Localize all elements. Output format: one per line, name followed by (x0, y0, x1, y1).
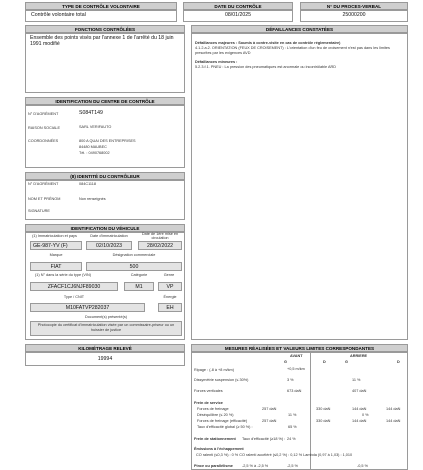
controleur-signature-label: SIGNATURE (28, 209, 50, 213)
controleur-nom-label: NOM ET PRÉNOM (28, 197, 61, 201)
frein-dissym-arriere: 0 % (362, 413, 369, 417)
vehicule-type-label: Type / CNIT (63, 295, 85, 299)
controleur-nom-value: Non renseignés (79, 197, 106, 201)
centre-coord-line2: 84480 MAUBEC (79, 145, 107, 149)
forces-verticales-arriere: 407 daN (352, 389, 367, 393)
centre-coord-line1: 800 A QUAI DES ENTREPRISES (79, 139, 136, 143)
parallelisme-avant: -2,5 % à -2,5 % (242, 464, 269, 468)
defaillances-mineures-text: 5.2.3.f.1. PNEU : La pression des pneumatiques est anormale ou incontrôlable ARD (195, 65, 336, 70)
defaillances-majeures-text: 4.1.2.a.2. ORIENTATION (FEUX DE CROISEMENT) : L'orientation d'un feu de croisement n'est pas dans les limites prescrites par les exigences AVD (195, 46, 390, 55)
kilometrage-header: KILOMÉTRAGE RELEVÉ (25, 344, 185, 352)
parallelisme-mid: -2,5 % (287, 464, 298, 468)
frein-taux-value: 65 % (288, 425, 297, 429)
vehicule-marque-value: FIAT (30, 262, 82, 271)
emissions-text: CO ralenti (≤0,3 %) : 0 % CO ralenti accéléré (≤0,2 %) : 0,12 % Lambda (0,97 à 1,03) : 1,010 (196, 453, 353, 457)
pv-number-value: 25000200 (300, 10, 408, 22)
frein-eff-av-g: 257 daN (262, 419, 277, 423)
vehicule-vin-value: ZFACF1CJ6NJF89030 (30, 282, 118, 291)
vehicule-vin-label: (1) N° dans la série du type (VIN) (35, 273, 91, 277)
centre-agrement-value: S084T149 (79, 110, 103, 116)
vehicule-categorie-value: M1 (124, 282, 154, 291)
frein-eff-ar-g: 144 daN (352, 419, 367, 423)
vehicule-date-immat-label: Date d'immatriculation (90, 234, 128, 238)
vehicule-energie-value: EH (158, 303, 182, 312)
vehicule-marque-label: Marque (49, 253, 63, 257)
type-controle-value: Contrôle volontaire total (25, 10, 177, 22)
frein-forces-av-d: 330 daN (316, 407, 331, 411)
frein-service-title: Frein de service (194, 401, 223, 405)
centre-header: IDENTIFICATION DU CENTRE DE CONTRÔLE (25, 97, 185, 105)
frein-eff-ar-d: 144 daN (386, 419, 401, 423)
controleur-agrement-label: N° D'AGRÉMENT (28, 182, 59, 186)
controleur-header: (8) IDENTITÉ DU CONTRÔLEUR (25, 172, 185, 180)
dissymetrie-label: Dissymétrie suspension (≤ 30%) (194, 378, 249, 382)
frein-forces-av-g: 257 daN (262, 407, 277, 411)
vehicule-date-immat-value: 02/10/2023 (86, 241, 132, 250)
vehicule-energie-label: Énergie (163, 295, 177, 299)
parallelisme-arriere: -0,5 % (357, 464, 368, 468)
mesures-header: MESURES RÉALISÉES ET VALEURS LIMITES CORRESPONDANTES (191, 344, 408, 352)
ripage-value: +0,5 m/km (287, 367, 305, 371)
vehicule-categorie-label: Catégorie (130, 273, 148, 277)
emissions-title: Émissions à l'échappement (194, 447, 244, 451)
defaillances-header: DÉFAILLANCES CONSTATÉES (191, 25, 408, 33)
dissymetrie-avant: 3 % (287, 378, 294, 382)
mesures-arriere-g: G (345, 360, 348, 364)
mesures-arriere-d: D (397, 360, 400, 364)
mesures-avant-g: G (284, 360, 287, 364)
frein-taux-label: Taux d'efficacité global (≥ 50 %) : (197, 425, 253, 429)
kilometrage-value: 19994 (25, 352, 185, 366)
stationnement-label: Frein de stationnement (194, 437, 236, 441)
stationnement-text: Taux d'efficacité (≥18 %) : (242, 437, 286, 441)
centre-coord-line3: Tél. : 0490768002 (79, 151, 110, 155)
forces-verticales-avant: 673 daN (287, 389, 302, 393)
mesures-avant-d: D (323, 360, 326, 364)
vehicule-immat-value: GE-987-YV (F) (30, 241, 82, 250)
frein-dissym-avant: 11 % (288, 413, 297, 417)
vehicule-immat-label: (1) Immatriculation et pays (32, 234, 77, 238)
frein-eff-label: Forces de freinage (efficacité) (197, 419, 248, 423)
mesures-avant-label: AVANT (290, 354, 303, 358)
date-controle-header: DATE DU CONTRÔLE (183, 2, 293, 10)
type-controle-header: TYPE DE CONTRÔLE VOLONTAIRE (25, 2, 177, 10)
controleur-agrement-value: 084C1118 (79, 182, 96, 186)
vehicule-documents-label: Document(s) présenté(s) (85, 315, 127, 319)
frein-forces-ar-g: 144 daN (352, 407, 367, 411)
stationnement-value: 24 % (287, 437, 296, 441)
date-controle-value: 08/01/2025 (183, 10, 293, 22)
vehicule-genre-value: VP (158, 282, 182, 291)
vehicule-date-circ-value: 28/02/2022 (138, 241, 182, 250)
vehicule-box (25, 232, 185, 340)
vehicule-genre-label: Genre (163, 273, 175, 277)
fonctions-header: FONCTIONS CONTRÔLÉES (25, 25, 185, 33)
frein-dissym-label: Déséquilibre (≤ 20 %) (197, 413, 234, 417)
vehicule-header: IDENTIFICATION DU VÉHICULE (25, 224, 185, 232)
centre-agrement-label: N° D'AGRÉMENT (28, 112, 59, 116)
centre-raison-value: SARL VERIFAUTO (79, 125, 112, 129)
mesures-arriere-label: ARRIERE (350, 354, 368, 358)
vehicule-documents-value: Photocopie du certificat d'immatriculation visée par un commissaire-priseur ou un huissier de justice (30, 321, 182, 336)
pv-number-header: N° DU PROCES-VERBAL (300, 2, 408, 10)
defaillances-box (191, 33, 408, 340)
dissymetrie-arriere: 11 % (352, 378, 361, 382)
frein-forces-label: Forces de freinage (197, 407, 229, 411)
fonctions-text: Ensemble des points visés par l'annexe 1 de l'arrêté du 18 juin 1991 modifié (30, 35, 174, 47)
controleur-box (25, 180, 185, 220)
frein-eff-av-d: 330 daN (316, 419, 331, 423)
frein-forces-ar-d: 144 daN (386, 407, 401, 411)
defaillances-majeures-title: Défaillances majeures : Soumis à contre-visite en cas de contrôle réglementaire) (195, 41, 341, 45)
parallelisme-label: Pince ou parallélisme (194, 464, 233, 468)
vehicule-type-value: M10FATVP282037 (30, 303, 145, 312)
centre-raison-label: RAISON SOCIALE (28, 126, 61, 130)
vehicule-designation-label: Désignation commerciale (112, 253, 156, 257)
centre-coord-label: COORDONNÉES (28, 139, 59, 143)
vehicule-date-circ-label: Date de 1ère mise en circulation (141, 232, 179, 240)
vehicule-designation-value: 500 (86, 262, 182, 271)
centre-box (25, 105, 185, 168)
defaillances-mineures-title: Défaillances mineures : (195, 60, 238, 65)
mesures-box (191, 352, 408, 470)
forces-verticales-label: Forces verticales (194, 389, 223, 393)
fonctions-box (25, 33, 185, 93)
ripage-label: Ripage : (-8 à +8 m/km) (194, 368, 234, 372)
